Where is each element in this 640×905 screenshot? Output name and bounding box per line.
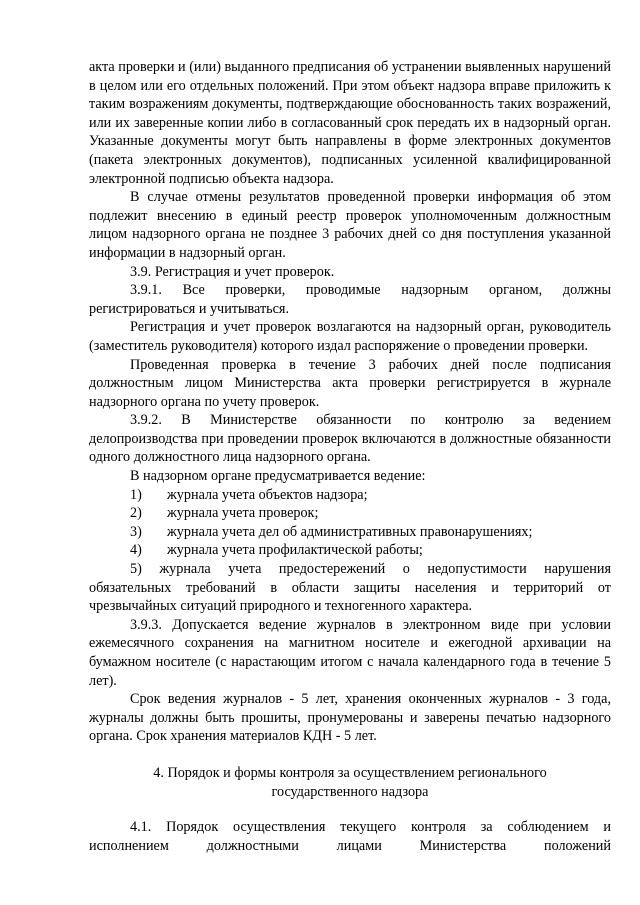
list-item-number: 2) — [130, 505, 142, 522]
list-item-text: журнала учета объектов надзора; — [167, 486, 368, 503]
section-heading — [89, 764, 611, 801]
section-subheading: 3.9. Регистрация и учет проверок. — [130, 263, 335, 280]
section-heading-line: государственного надзора — [271, 783, 429, 800]
paragraph: В случае отмены результатов проведенной проверки информация об этом подлежит внесению в единый реестр проверок уполномоченным должностным лицом надзорного органа не позднее 3 рабочих дней со дня поступления указанной информации в надзорный орган. — [89, 189, 611, 261]
paragraph: 3.9.3. Допускается ведение журналов в электронном виде при условии ежемесячного сохранения на магнитном носителе и ежегодной архивации на бумажном носителе (с нарастающим итогом с начала календарного года в течение 5 лет). — [89, 616, 611, 689]
list-item-number: 3) — [130, 523, 142, 540]
paragraph: 3.9.2. В Министерстве обязанности по контролю за ведением делопроизводства при проведении проверок включаются в должностные обязанности одного должностного лица надзорного органа. — [89, 412, 611, 466]
list-item — [89, 523, 611, 542]
list-item-number: 1) — [130, 486, 142, 503]
list-item — [89, 486, 611, 505]
document-page — [89, 58, 611, 855]
paragraph: 4.1. Порядок осуществления текущего контроля за соблюдением и исполнением должностными лицами Министерства положений — [89, 819, 611, 854]
paragraph: Регистрация и учет проверок возлагаются на надзорный орган, руководитель (заместитель руководителя) которого издал распоряжение о проведении проверки. — [89, 319, 611, 354]
paragraph: В надзорном органе предусматривается ведение: — [130, 468, 426, 485]
list-item — [89, 541, 611, 560]
list-item-number: 4) — [130, 542, 142, 559]
list-item-text: журнала учета проверок; — [167, 505, 319, 522]
list-item — [89, 504, 611, 523]
paragraph: 3.9.1. Все проверки, проводимые надзорным органом, должны регистрироваться и учитываться. — [89, 282, 611, 317]
paragraph: 5) журнала учета предостережений о недопустимости нарушения обязательных требований в области защиты населения и территорий от чрезвычайных ситуаций природного и техногенного характера. — [89, 561, 611, 615]
list-item-text: журнала учета дел об административных правонарушениях; — [167, 523, 533, 540]
paragraph: акта проверки и (или) выданного предписания об устранении выявленных нарушений в целом или его отдельных положений. При этом объект надзора вправе приложить к таким возражениям документы, подтверждающие обоснованность таких возражений, или их заверенные копии либо в согласованный срок передать их в надзорный орган. Указанные документы могут быть направлены в форме электронных документов (пакета электронных документов), подписанных усиленной квалифицированной электронной подписью объекта надзора. — [89, 59, 611, 187]
section-heading-line: 4. Порядок и формы контроля за осуществлением регионального — [153, 764, 547, 781]
paragraph: Проведенная проверка в течение 3 рабочих дней после подписания должностным лицом Министерства акта проверки регистрируется в журнале надзорного органа по учету проверок. — [89, 356, 611, 410]
list-item-text: журнала учета профилактической работы; — [167, 542, 423, 559]
paragraph: Срок ведения журналов - 5 лет, хранения оконченных журналов - 3 года, журналы должны быть прошиты, пронумерованы и заверены печатью надзорного органа. Срок хранения материалов КДН - 5 лет. — [89, 691, 611, 745]
